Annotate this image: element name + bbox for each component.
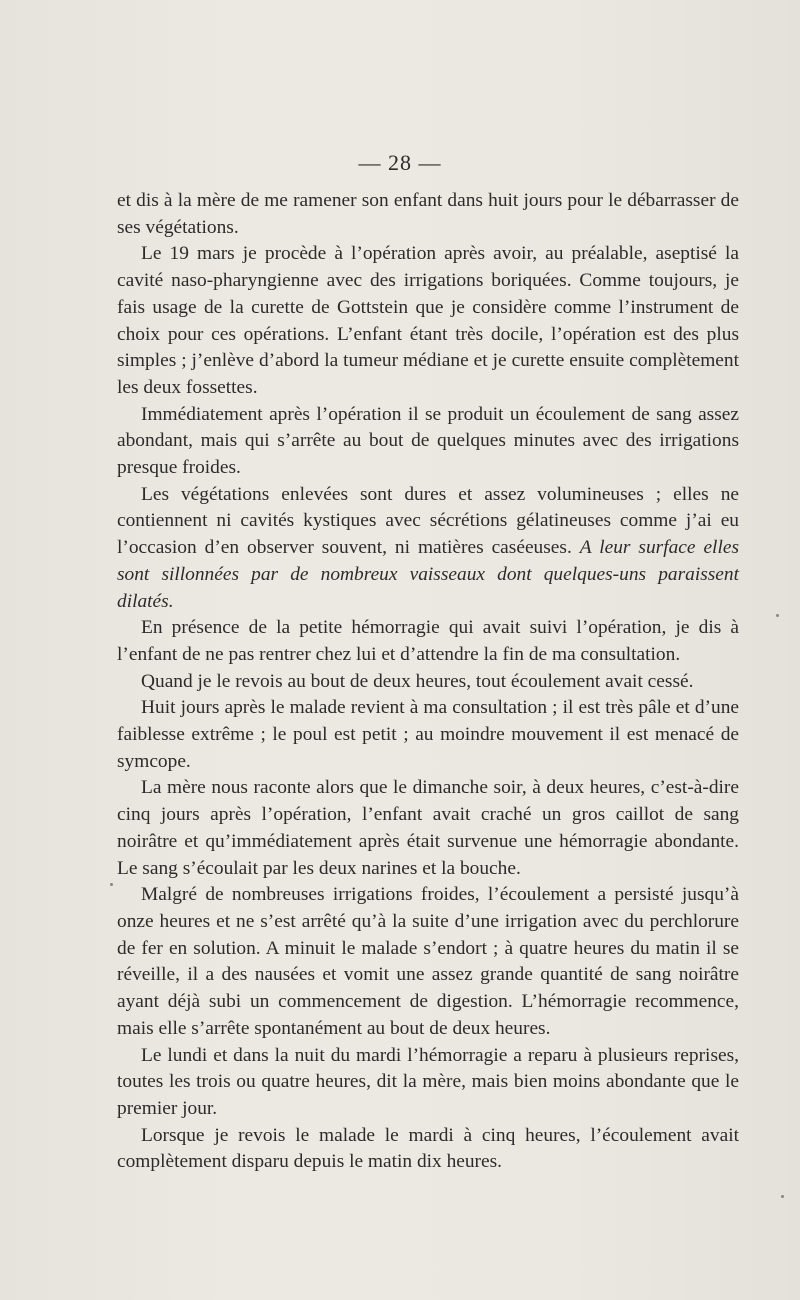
- body-text: [117, 188, 739, 1176]
- paragraph-8: La mère nous raconte alors que le dimanche soir, à deux heures, c’est-à-dire cinq jours après l’opération, l’enfant avait craché un gros caillot de sang noirâtre et qu’immédiatement après était survenue une hémorragie abondante. Le sang s’écoulait par les deux narines et la bouche.: [117, 777, 739, 879]
- paragraph-4-text: Les végétations enlevées sont dures et assez volumineuses ; elles ne contiennent ni cavités kystiques avec sécrétions gélatineuses comme j’ai eu l’occasion d’en observer souvent, ni matières caséeuses.: [117, 483, 739, 559]
- paragraph-11: Lorsque je revois le malade le mardi à cinq heures, l’écoulement avait complètement disparu depuis le matin dix heures.: [117, 1124, 739, 1173]
- paragraph-4: [117, 482, 739, 616]
- paragraph-1: et dis à la mère de me ramener son enfant dans huit jours pour le débarrasser de ses végétations.: [117, 190, 739, 238]
- paragraph-2: Le 19 mars je procède à l’opération après avoir, au préalable, aseptisé la cavité naso-pharyngienne avec des irrigations boriquées. Comme toujours, je fais usage de la curette de Gottstein que je considère comme l’instrument de choix pour ces opérations. L’enfant étant très docile, l’opération est des plus simples ; j’enlève d’abord la tumeur médiane et je curette ensuite complètement les deux fossettes.: [117, 243, 739, 398]
- paragraph-5: En présence de la petite hémorragie qui avait suivi l’opération, je dis à l’enfant de ne pas rentrer chez lui et d’attendre la fin de ma consultation.: [117, 617, 739, 665]
- page-number: — 28 —: [358, 150, 442, 175]
- paper-speck: [781, 1195, 784, 1198]
- paper-speck: [776, 614, 779, 617]
- paper-speck: [110, 883, 113, 886]
- paragraph-6: Quand je le revois au bout de deux heures, tout écoulement avait cessé.: [141, 670, 694, 692]
- paragraph-7: Huit jours après le malade revient à ma consultation ; il est très pâle et d’une faiblesse extrême ; le poul est petit ; au moindre mouvement il est menacé de symcope.: [117, 697, 739, 772]
- paragraph-3: Immédiatement après l’opération il se produit un écoulement de sang assez abondant, mais qui s’arrête au bout de quelques minutes avec des irrigations presque froides.: [117, 403, 739, 479]
- paragraph-9: Malgré de nombreuses irrigations froides, l’écoulement a persisté jusqu’à onze heures et ne s’est arrêté qu’à la suite d’une irrigation avec du perchlorure de fer en solution. A minuit le malade s’endort ; à quatre heures du matin il se réveille, il a des nausées et vomit une assez grande quantité de sang noirâtre ayant déjà subi un commencement de digestion. L’hémorragie recommence, mais elle s’arrête spontanément au bout de deux heures.: [117, 884, 739, 1039]
- paragraph-4-italic: A leur surface elles sont sillonnées par de nombreux vaisseaux dont quelques-uns paraissent dilatés.: [117, 537, 739, 612]
- paragraph-10: Le lundi et dans la nuit du mardi l’hémorragie a reparu à plusieurs reprises, toutes les trois ou quatre heures, dit la mère, mais bien moins abondante que le premier jour.: [117, 1044, 739, 1119]
